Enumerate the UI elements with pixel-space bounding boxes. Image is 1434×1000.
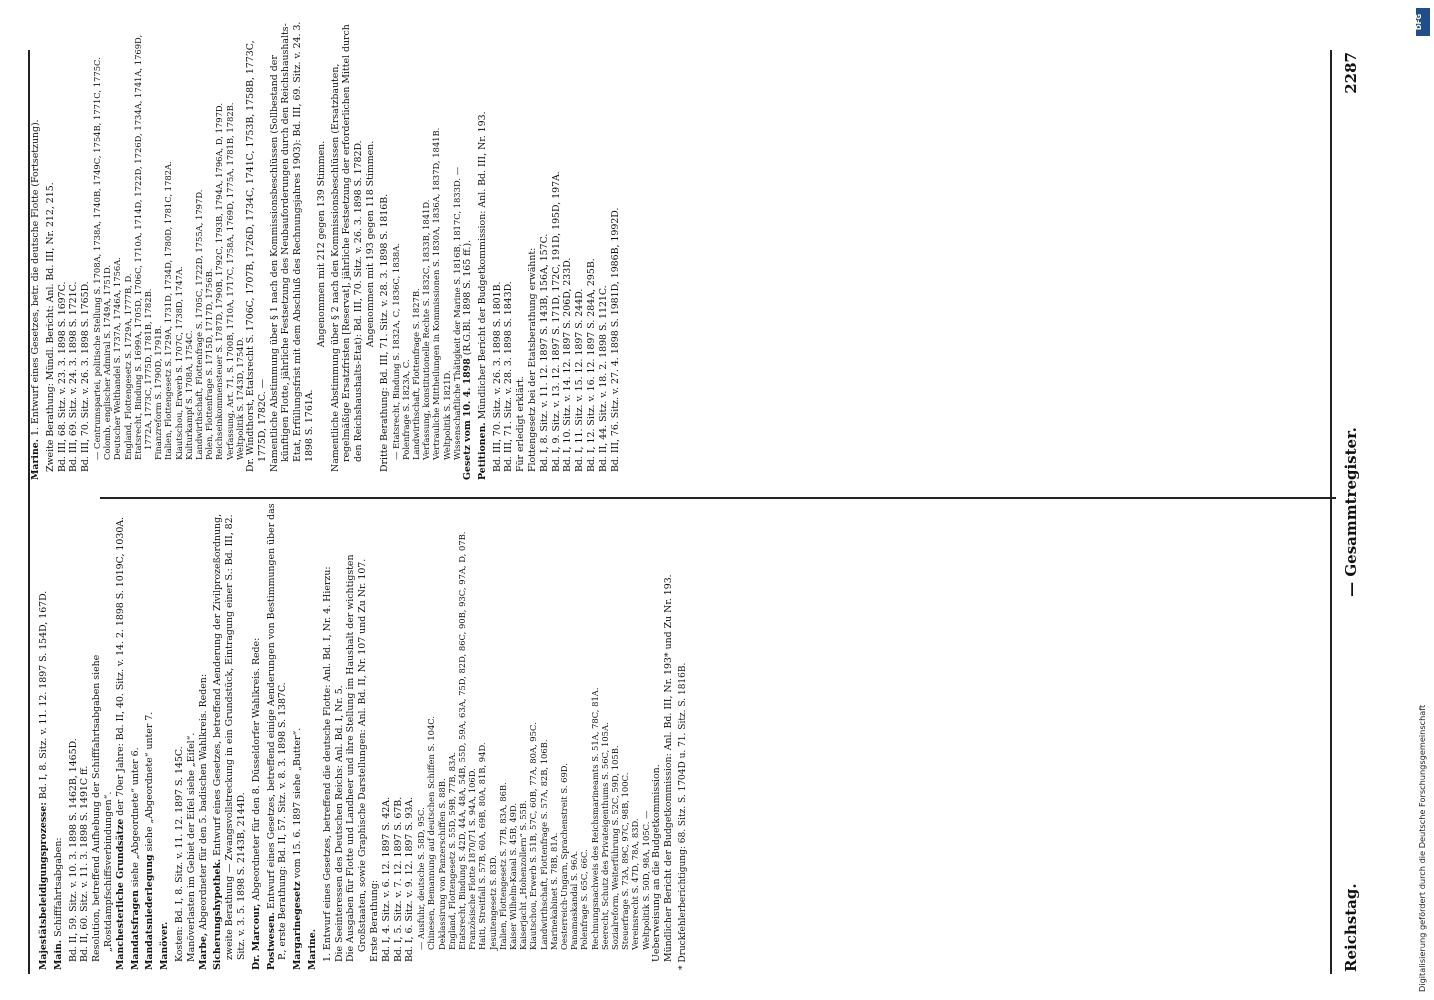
index-subentry: Bd. II, 59. Sitz. v. 10. 3. 1898 S. 1462B, 1465D. [67, 738, 79, 962]
index-subentry: Für erledigt erklärt. [515, 376, 527, 472]
index-entry [477, 8, 489, 480]
index-detail: Wissenschaftliche Thätigkeit der Marine S. 1816B, 1817C, 1833D. — [451, 166, 462, 460]
entry-text: Bd. I, 8. Sitz. v. 11. 12. 1897 S. 154D, 167D. [38, 590, 49, 800]
index-entry [130, 498, 142, 970]
index-detail: Panamaskandal S. 96A. [569, 850, 580, 950]
index-entry [30, 8, 42, 480]
index-subentry: Mündlicher Bericht der Budgetkommission: Anl. Bd. III, Nr. 193* und Zu Nr. 193. [662, 574, 674, 962]
index-detail: Steuerfrage S. 73A, 89C, 97C, 98B, 100C. [620, 772, 631, 950]
entry-text: Schifffahrtsabgaben: [52, 837, 64, 937]
index-detail: Weltpolitik S. 1743D, 1754D. [234, 337, 245, 460]
index-detail: Polenfrage S. 1823A, C. [400, 359, 411, 460]
entry-text: Abgeordneter für den 5. badischen Wahlkreis. Reden: [197, 674, 209, 930]
entry-keyword: Dr. Marcour, [250, 903, 262, 970]
index-detail: — Centrumspartei, politische Stellung S. 1708A, 1738A, 1740B, 1749C, 1754B, 1771C, 1775C. [91, 57, 102, 460]
index-detail: Landwirthschaft, Flottenfrage S. 1705C, 1722D, 1755A, 1797D. [194, 189, 205, 460]
index-entry [53, 498, 65, 970]
entry-keyword: Petitionen. [476, 422, 488, 480]
index-entry [251, 498, 263, 970]
index-entry [38, 498, 50, 970]
index-detail: Rechnungsnachweis des Reichsmarineamts S. 51A, 78C, 81A. [589, 687, 600, 950]
entry-keyword: Majestätsbeleidigungsprozesse: [38, 802, 49, 970]
right-column [30, 8, 1324, 480]
entry-keyword: Marbe, [197, 932, 209, 970]
index-subentry: Bd. I, 4. Sitz. v. 6. 12. 1897 S. 42A. [380, 796, 392, 962]
vote-result: Angenommen mit 212 gegen 139 Stimmen. [315, 140, 327, 348]
index-subentry: Bd. III, 70. Sitz. v. 26. 3. 1898 S. 1765D. [80, 281, 92, 472]
index-detail: Vertrauliche Mittheilungen in Kommissionen S. 1830A, 1836A, 1837D, 1841B. [431, 127, 442, 460]
index-entry [307, 498, 319, 970]
index-detail: Etatsrecht, Bindung S. 1699A, 1705D, 1706C, 1710A, 1714D, 1722D, 1726D, 1734A, 1741A, 1769D, 1772A, 1773C, 1775D, 1781B, 1782B. [132, 34, 153, 460]
index-detail: Haiti, Streitfall S. 57B, 60A, 69B, 80A, 81B, 94D. [477, 742, 488, 950]
index-subentry: Manöverlasten im Gebiet der Eifel siehe „Eifel“. [185, 732, 197, 962]
vote-result: Angenommen mit 193 gegen 118 Stimmen. [365, 140, 376, 348]
header-title: — Gesammtregister. [1342, 427, 1360, 597]
index-subentry: Namentliche Abstimmung über § 2 nach den Kommissionsbeschlüssen (Ersatzbauten, regelmäßige Ersatzfristen [Reservat], jährliche Festsetzung der erforderlichen Mittel durch den Reichshaushalts-Etat): Bd. III, 70. Sitz. v. 26. 3. 1898 S. 1782D. [329, 24, 365, 472]
entry-text: siehe „Abgeordnete“ unter 6. [129, 747, 141, 888]
index-subentry: Bd. I, 8. Sitz. v. 11. 12. 1897 S. 143B, 156A, 157C. [538, 233, 550, 472]
page-header [1338, 52, 1368, 972]
index-detail: Chinesen, Bemannung auf deutschen Schiffen S. 104C. [426, 715, 437, 950]
entry-text: der 70er Jahre: Bd. II, 40. Sitz. v. 14. 2. 1898 S. 1019C, 1030A. [114, 516, 126, 816]
index-detail: Finanzreform S. 1790D, 1791B. [153, 325, 164, 460]
entry-keyword: Main. [52, 939, 64, 970]
index-detail: Kaiserjacht „Hohenzollern“ S. 55B. [518, 800, 529, 950]
index-subentry: Zweite Berathung: Mündl. Bericht: Anl. Bd. III, Nr. 212, 215. [44, 182, 56, 472]
index-subentry: Bd. III, 70. Sitz. v. 26. 3. 1898 S. 1801B. [491, 281, 503, 472]
index-subentry: Bd. I, 9. Sitz. v. 13. 12. 1897 S. 171D, 172C, 191D, 195D, 197A. [550, 171, 562, 472]
index-subentry: Bd. III, 68. Sitz. v. 23. 3. 1898 S. 1697C. [56, 281, 68, 472]
index-detail: Reichseinkommensteuer S. 1787D, 1790B, 1792C, 1793B, 1794A, 1796A, D, 1797D. [214, 103, 225, 460]
index-detail: Landwirthschaft, Flottenfrage S. 1827B. [411, 288, 421, 460]
index-detail: Polenfrage S. 65C, 66C. [579, 849, 590, 950]
entry-text: 1. Entwurf eines Gesetzes, betr. die deutsche Flotte (Fortsetzung). [30, 119, 41, 437]
index-subentry: Bd. I, 5. Sitz. v. 7. 12. 1897 S. 67B. [392, 796, 404, 962]
index-entry [212, 498, 247, 970]
index-entry [292, 498, 304, 970]
index-detail: England, Flottengesetz S. 55D, 59B, 77B, 83A. [446, 751, 457, 950]
index-detail: — Ausfuhr, deutsche S. 58D, 95C. [416, 807, 427, 950]
entry-keyword: Gesetz vom 10. 4. 1898 [462, 358, 474, 480]
entry-keyword: Mandatsniederlegung [144, 854, 156, 970]
header-left: Reichstag. [1342, 883, 1360, 972]
index-detail: Marinekabinet S. 78B, 81A. [548, 832, 559, 950]
index-entry [266, 498, 290, 970]
index-detail: Kaiser Wilhelm-Kanal S. 45B, 49D. [507, 802, 518, 950]
entry-text: (R.G.Bl. 1898 S. 165 ff.). [462, 239, 474, 356]
index-subentry: Bd. I, 10. Sitz. v. 14. 12. 1897 S. 206D, 233D. [562, 257, 574, 472]
index-subentry: Bd. III, 71. Sitz. v. 28. 3. 1898 S. 1843D. [503, 281, 515, 472]
index-detail: Kiautschou, Erwerb S. 1707C, 1738D, 1747A. [173, 266, 184, 460]
entry-text: siehe „Abgeordnete“ unter 7. [144, 711, 156, 852]
index-subentry: Bd. II, 44. Sitz. v. 18. 2. 1898 S. 1121C. [597, 285, 609, 472]
index-detail: Seerecht, Schutz des Privateigenthums S. 56C, 105A. [599, 722, 610, 950]
index-detail: Kiautschou, Erwerb S. 51B, 57C, 60B, 77A, 80A, 95C. [528, 722, 539, 950]
index-entry [462, 8, 474, 480]
entry-keyword: Manchesterliche Grundsätze [114, 818, 126, 970]
entry-text: Entwurf eines Gesetzes, betreffend Aenderung der Zivilprozeßordnung, zweite Berathung — Zwangsvollstreckung in ein Grundstück, Eintragung einer S.: Bd. III, 82. Sitz. v. 3. 5. 1898 S. 2143B, 2144D. [212, 513, 247, 960]
index-subentry: Bd. II, 60. Sitz. v. 11. 3. 1898 S. 1491C ff. [79, 765, 91, 962]
entry-text: Mündlicher Bericht der Budgetkommission: Anl. Bd. III, Nr. 193. [476, 111, 488, 420]
index-detail: Verfassung, Art. 71, S. 1700B, 1710A, 1717C, 1758A, 1769D, 1775A, 1781B, 1782B. [224, 102, 235, 460]
index-detail: Vereinsrecht S. 47D, 78A, 83D. [630, 818, 641, 950]
entry-keyword: Sicherungshypothek. [212, 858, 224, 970]
entry-keyword: Postwesen. [265, 911, 277, 970]
index-detail: Sozialreform, Weiterführung S. 52C, 59D, 105B. [609, 745, 620, 950]
index-detail: Oesterreich-Ungarn, Sprachenstreit S. 69D. [558, 763, 569, 950]
index-subentry: Bd. I, 11. Sitz. v. 15. 12. 1897 S. 244D. [574, 288, 586, 472]
index-entry [115, 498, 127, 970]
index-detail: Französische Flotte 1870/71 S. 94A, 106D. [467, 768, 478, 950]
index-detail: England, Flottengesetz S. 1729A, 1777B, D. [122, 273, 133, 460]
index-detail: Etatsrecht, Bindung S. 42D, 44A, 48A, 54B, 55D, 59A, 63A, 75D, 82D, 86C, 90B, 93C, 97A, D, 07B. [456, 531, 467, 950]
index-detail: Jesuitengesetz S. 83D. [487, 855, 498, 950]
entry-keyword: Marine. [30, 439, 41, 480]
index-subentry: Die Seeinteressen des Deutschen Reichs: Anl. Bd. I, Nr. 5. [333, 685, 345, 962]
index-entry [144, 498, 156, 970]
index-subentry: Bd. III, 76. Sitz. v. 27. 4. 1898 S. 1981D, 1986B, 1992D. [609, 207, 621, 472]
index-subentry: Dritte Berathung: Bd. III, 71. Sitz. v. 28. 3. 1898 S. 1816B. [378, 193, 390, 472]
digitization-strip [1414, 8, 1430, 992]
index-detail: Colomb, englischer Admiral S. 1749A, 1751D. [102, 264, 113, 460]
index-subentry: Bd. III, 69. Sitz. v. 24. 3. 1898 S. 1721C. [68, 281, 80, 472]
page-number: 2287 [1342, 52, 1360, 94]
entry-text: Abgeordneter für den 8. Düsseldorfer Wahlkreis. Rede: [250, 637, 262, 901]
index-subentry: Ueberweisung an die Budgetkommission. [650, 764, 662, 962]
index-entry [198, 498, 210, 970]
entry-keyword: Margarinegesetz [292, 881, 304, 970]
index-subentry: Erste Berathung: [368, 880, 380, 962]
index-subentry: 1. Entwurf eines Gesetzes, betreffend die deutsche Flotte: Anl. Bd. I, Nr. 4. Hierzu: [321, 566, 333, 962]
index-detail: Kulturkampf S. 1708A, 1754C. [183, 330, 194, 460]
dfg-logo-text: DFG [1415, 13, 1424, 31]
footnote: * Druckfehlerberichtigung: 68. Sitz. S. 1704D u. 71. Sitz. S. 1816B. [678, 662, 689, 970]
entry-keyword: Mandatsfragen [129, 890, 141, 970]
index-detail: Polen, Flottenfrage S. 1715D, 1717D, 1756B. [204, 268, 215, 460]
index-subentry: Dr. Windthorst, Etatsrecht S. 1706C, 1707B, 1726D, 1734C, 1741C, 1753B, 1758B, 1773C, 1775D, 1782C. — [245, 40, 268, 472]
index-subentry: Resolution, betreffend Aufhebung der Schifffahrtsabgaben siehe „Rostdampfschiffsverbindungen“. [91, 654, 114, 962]
entry-keyword: Manöver. [159, 921, 171, 970]
index-detail: Deutscher Welthandel S. 1737A, 1746A, 1756A. [112, 257, 123, 460]
index-detail: — Etatsrecht, Bindung S. 1832A, C, 1836C, 1838A. [390, 243, 401, 460]
index-detail: Landwirthschaft, Flottenfrage S. 57A, 82B, 106B. [538, 739, 549, 950]
index-subentry: Bd. I, 6. Sitz. v. 9. 12. 1897 S. 93A. [404, 796, 416, 962]
index-detail: Italien, Flottengesetz S. 1729A, 1731D, 1734D, 1780D, 1781C, 1782A. [163, 161, 174, 460]
index-detail: Weltpolitik S. 50D, 98A, 105C. — [640, 810, 651, 950]
index-subentry: Bd. I, 12. Sitz. v. 16. 12. 1897 S. 284A, 295B. [585, 258, 597, 472]
index-detail: Verfassung, konstitutionelle Rechte S. 1832C, 1833B, 1841D. [421, 199, 432, 460]
entry-keyword: Marine. [306, 929, 318, 970]
dfg-logo [1416, 8, 1430, 36]
entry-text: vom 15. 6. 1897 siehe „Butter“. [292, 727, 304, 879]
header-rule [1330, 50, 1332, 974]
index-subentry: Flottengesetz bei der Etatsberathung erwähnt: [527, 247, 538, 472]
index-subentry: Kosten: Bd. I, 8. Sitz. v. 11. 12. 1897 S. 145C. [173, 746, 185, 962]
digitization-note: Digitalisierung gefördert durch die Deutsche Forschungsgemeinschaft [1417, 704, 1427, 992]
index-subentry: Die Ausgaben für Flotte und Landheer und ihre Stellung im Haushalt der wichtigsten Großstaaten, sowie Graphische Darstellungen: Anl. Bd. II, Nr. 107 und Zu Nr. 107. [345, 554, 369, 962]
index-detail: Deklassirung von Panzerschiffen S. 88B. [436, 778, 447, 950]
entry-text: Entwurf eines Gesetzes, betreffend einige Aenderungen von Bestimmungen über das P., erste Berathung: Bd. II, 57. Sitz. v. 8. 3. 1898 S. 1387C. [265, 503, 289, 960]
left-column [38, 498, 1326, 970]
index-detail: Weltpolitik S. 1821D. [441, 370, 452, 460]
index-detail: Italien, Flottengesetz S. 77B, 83A, 86B. [497, 782, 508, 950]
index-subentry: Namentliche Abstimmung über § 1 nach den Kommissionsbeschlüssen (Sollbestand der künftigen Flotte, jährliche Festsetzung des Neubauforderungen durch den Reichshaushalts-Etat, Erfüllungsfrist mit dem Abschluß des Rechnungsjahres 1903): Bd. III, 69. Sitz. v. 24. 3. 1898 S. 1761A. [268, 21, 316, 472]
index-entry [159, 498, 171, 970]
